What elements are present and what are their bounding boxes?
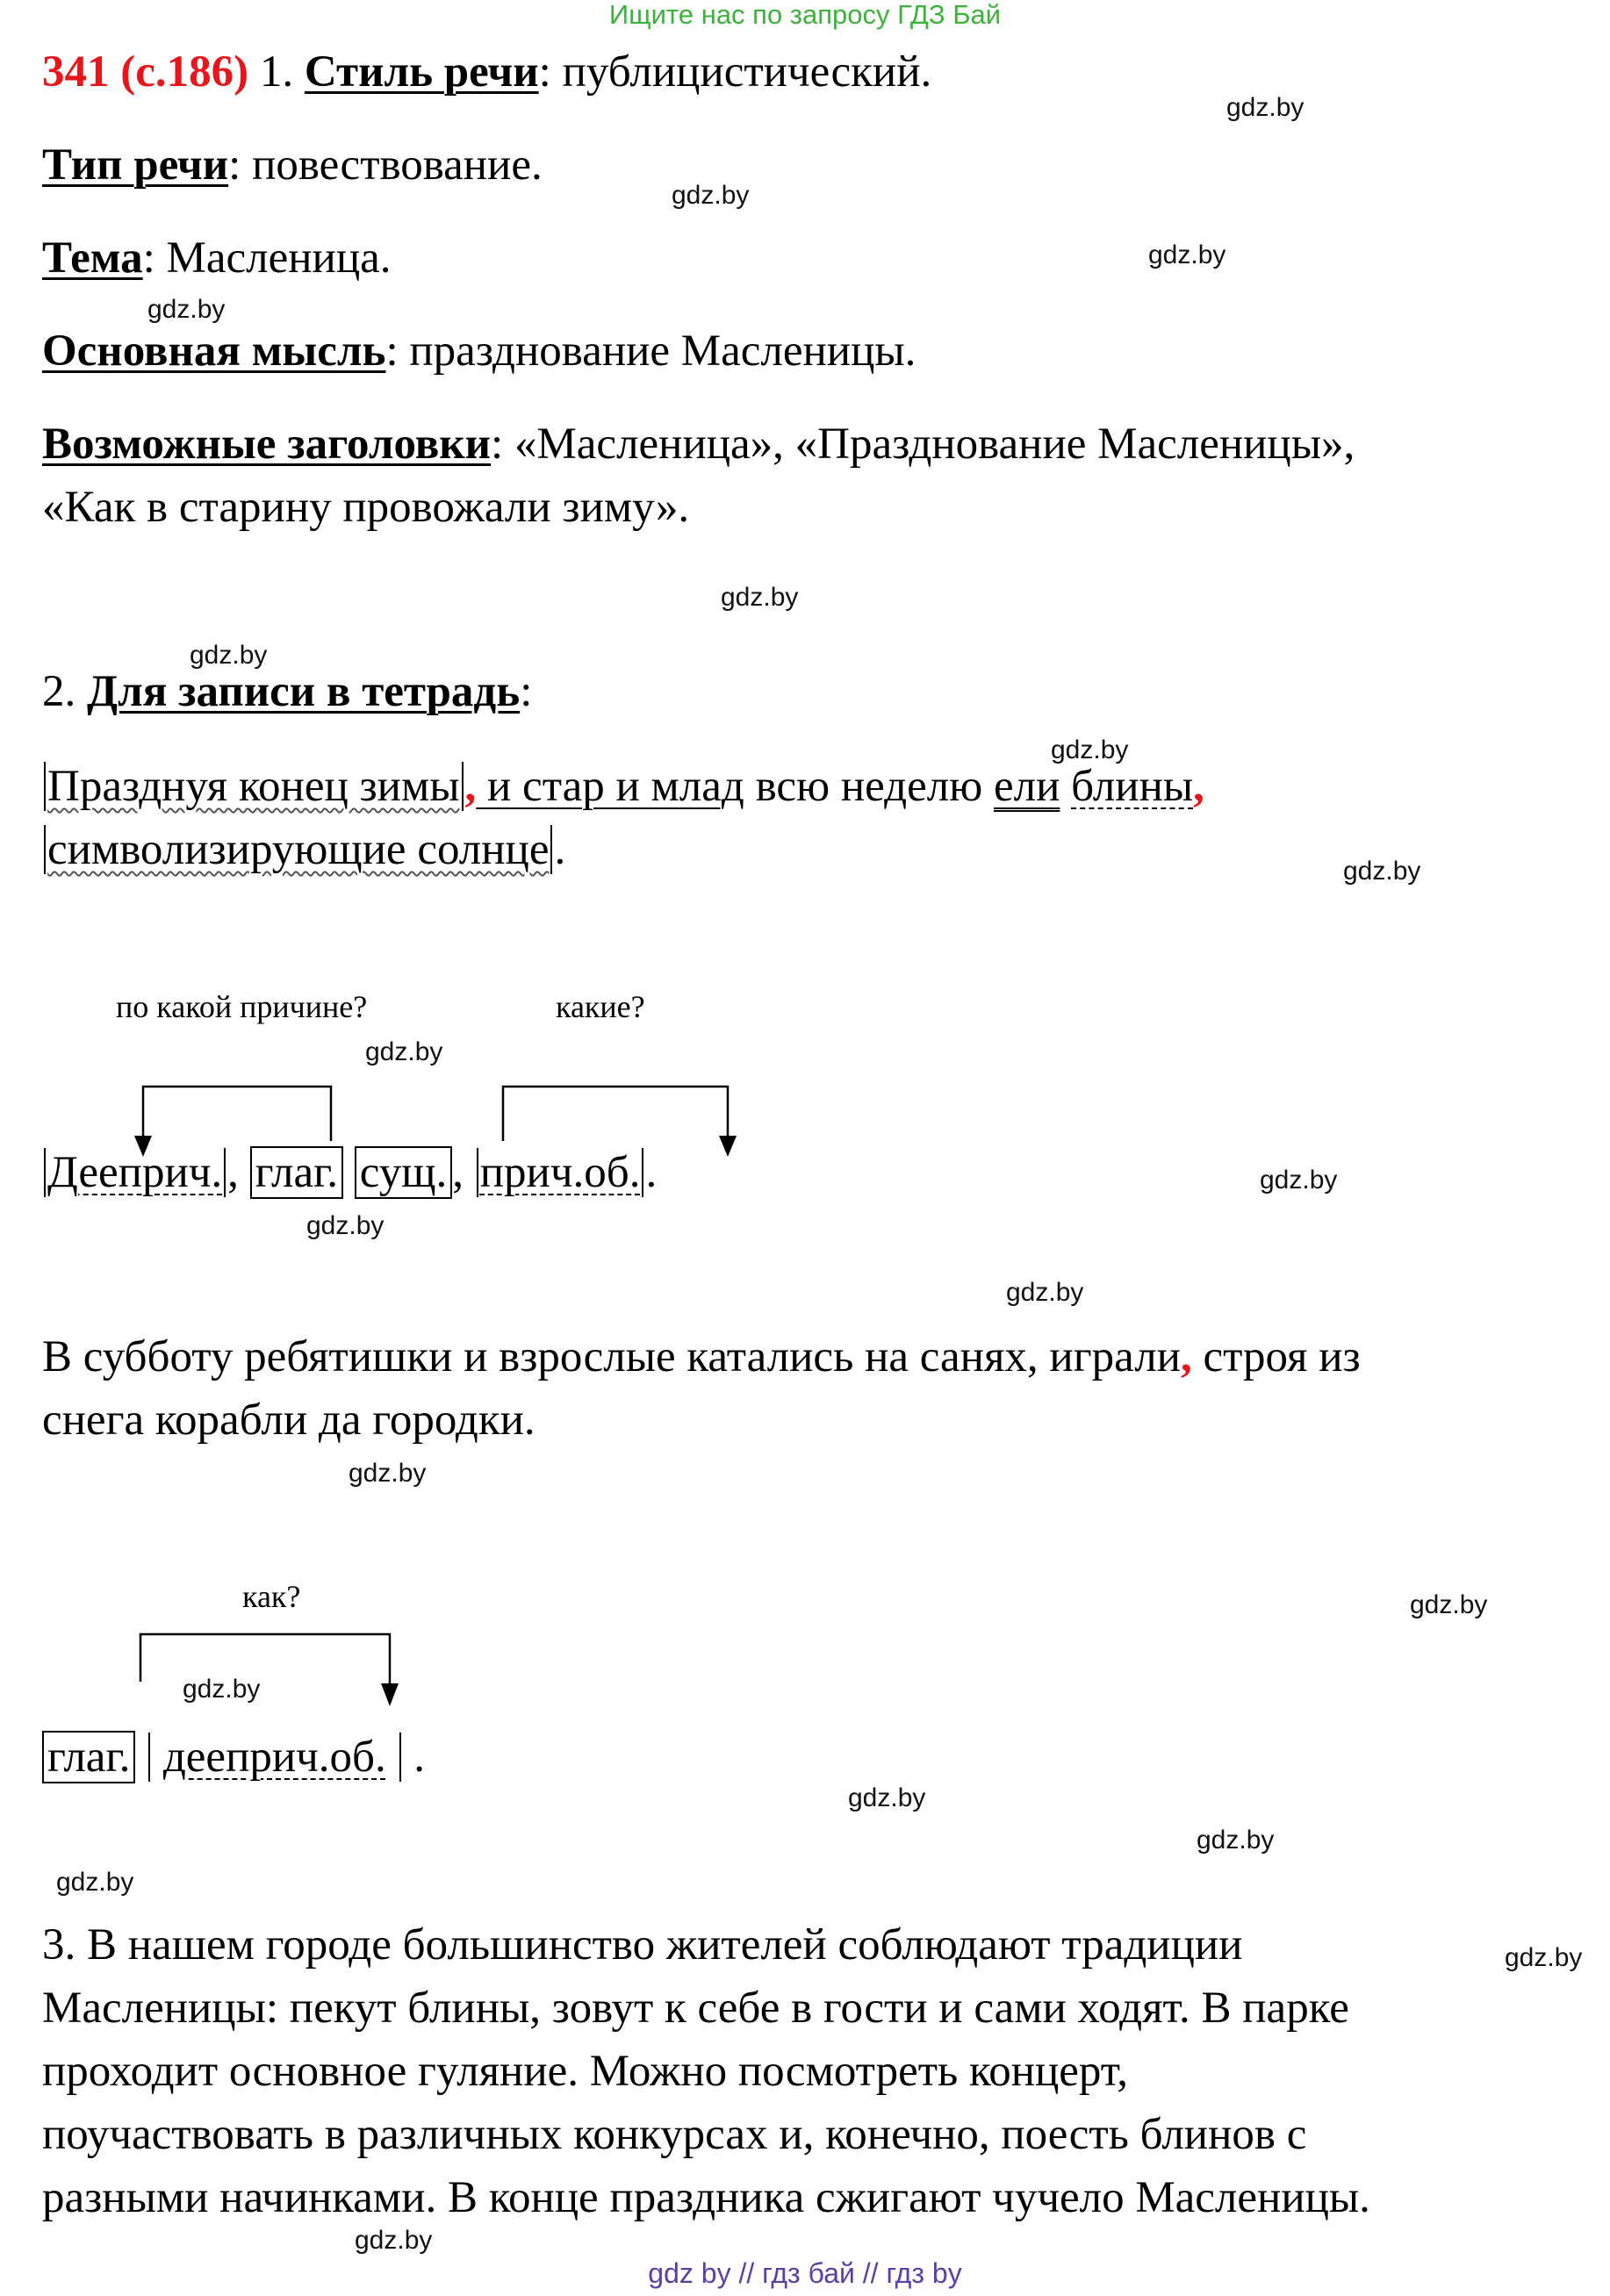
clause-bar <box>399 1733 401 1782</box>
clause-bar <box>148 1733 150 1782</box>
watermark: gdz.by <box>1197 1826 1275 1855</box>
scheme-part-verb: глаг. <box>250 1146 343 1199</box>
watermark: gdz.by <box>147 295 226 324</box>
arrow-line <box>503 1087 728 1141</box>
watermark: gdz.by <box>365 1037 443 1066</box>
watermark: gdz.by <box>721 583 799 612</box>
sentence-text: всю неделю <box>744 762 995 811</box>
scheme-sep: , <box>452 1148 475 1197</box>
watermark: gdz.by <box>1410 1590 1488 1619</box>
watermark: gdz.by <box>1051 735 1129 764</box>
adverbial-participle-phrase: Празднуя конец зимы <box>47 762 460 811</box>
sentence2-line1 <box>42 1331 1361 1383</box>
watermark: gdz.by <box>306 1211 385 1240</box>
clause-bar <box>224 1148 226 1197</box>
watermark: gdz.by <box>1260 1166 1338 1195</box>
type-value: : повествование. <box>228 140 543 190</box>
clause-bar <box>477 1148 478 1197</box>
top-banner[interactable]: Ищите нас по запросу ГДЗ Бай <box>608 0 1002 30</box>
watermark: gdz.by <box>1343 857 1421 886</box>
clause-bar <box>44 1148 46 1197</box>
sentence2-line2: снега корабли да городки. <box>42 1396 535 1445</box>
watermark: gdz.by <box>349 1459 427 1488</box>
task-number: 341 (с.186) <box>42 47 249 97</box>
titles-value-1: : «Масленица», «Празднование Масленицы», <box>491 420 1355 469</box>
theme-value: : Масленица. <box>142 233 392 283</box>
sentence2-text-b: строя из <box>1191 1332 1361 1381</box>
scheme2-question: как? <box>242 1579 301 1614</box>
scheme-sep: , <box>227 1148 250 1197</box>
clause-bar <box>642 1148 643 1197</box>
type-label: Тип речи <box>42 140 229 190</box>
scheme-part-participle: прич.об. <box>479 1148 641 1197</box>
predicate-word: ели <box>994 762 1060 811</box>
red-comma: , <box>464 762 477 811</box>
arrow-head <box>719 1136 737 1157</box>
arrow-line <box>140 1634 390 1685</box>
item3-line3: проходит основное гуляние. Можно посмотреть концерт, <box>42 2047 1128 2096</box>
object-word: блины <box>1071 762 1194 811</box>
idea-value: : празднование Масленицы. <box>385 326 916 376</box>
idea-label: Основная мысль <box>42 326 386 376</box>
scheme1-question-1: по какой причине? <box>116 989 368 1024</box>
sentence2-text-a: В субботу ребятишки и взрослые катались на санях, играли <box>42 1332 1181 1381</box>
scheme-end: . <box>402 1733 425 1782</box>
scheme1-question-2: какие? <box>556 989 645 1024</box>
watermark: gdz.by <box>183 1675 261 1704</box>
style-value: : публицистический. <box>538 47 932 97</box>
watermark: gdz.by <box>672 181 750 210</box>
scheme-part-adverbial-phrase: дееприч.об. <box>162 1733 386 1782</box>
red-comma: , <box>1180 1332 1192 1381</box>
sentence-end: . <box>554 825 566 874</box>
theme-label: Тема <box>42 233 143 283</box>
scheme1-line <box>42 1146 657 1199</box>
watermark: gdz.by <box>355 2226 433 2255</box>
red-comma: , <box>1193 762 1204 811</box>
scheme-part-adverbial: Дееприч. <box>47 1148 223 1197</box>
watermark: gdz.by <box>1505 1943 1583 1972</box>
titles-label: Возможные заголовки <box>42 420 492 469</box>
item3-line1: 3. В нашем городе большинство жителей соблюдают традиции <box>42 1920 1243 1970</box>
notebook-colon: : <box>520 667 533 716</box>
scheme-part-verb: глаг. <box>42 1731 135 1783</box>
item3-line5: разными начинками. В конце праздника сжигают чучело Масленицы. <box>42 2173 1370 2222</box>
notebook-label: Для записи в тетрадь <box>87 667 521 716</box>
arrow-head <box>381 1683 399 1706</box>
scheme-end: . <box>645 1148 658 1197</box>
watermark: gdz.by <box>1006 1278 1084 1307</box>
item1-number: 1. <box>259 47 294 97</box>
watermark: gdz.by <box>848 1783 926 1812</box>
watermark: gdz.by <box>1226 93 1305 122</box>
participle-phrase: символизирующие солнце <box>47 825 550 874</box>
arrow-line <box>143 1087 331 1141</box>
item3-line4: поучаствовать в различных конкурсах и, конечно, поесть блинов с <box>42 2110 1307 2159</box>
item2-number: 2. <box>42 667 76 716</box>
item3-line2: Масленицы: пекут блины, зовут к себе в гости и сами ходят. В парке <box>42 1984 1349 2033</box>
titles-line-2: «Как в старину провожали зиму». <box>42 483 690 532</box>
scheme2-line <box>42 1731 425 1783</box>
scheme-part-noun: сущ. <box>355 1146 453 1199</box>
watermark: gdz.by <box>1148 240 1226 269</box>
style-label: Стиль речи <box>304 47 539 97</box>
subject-phrase: и стар и млад <box>476 762 744 811</box>
footer-links[interactable]: gdz by // гдз бай // гдз by <box>648 2257 962 2289</box>
watermark: gdz.by <box>190 641 268 670</box>
watermark: gdz.by <box>56 1868 134 1897</box>
